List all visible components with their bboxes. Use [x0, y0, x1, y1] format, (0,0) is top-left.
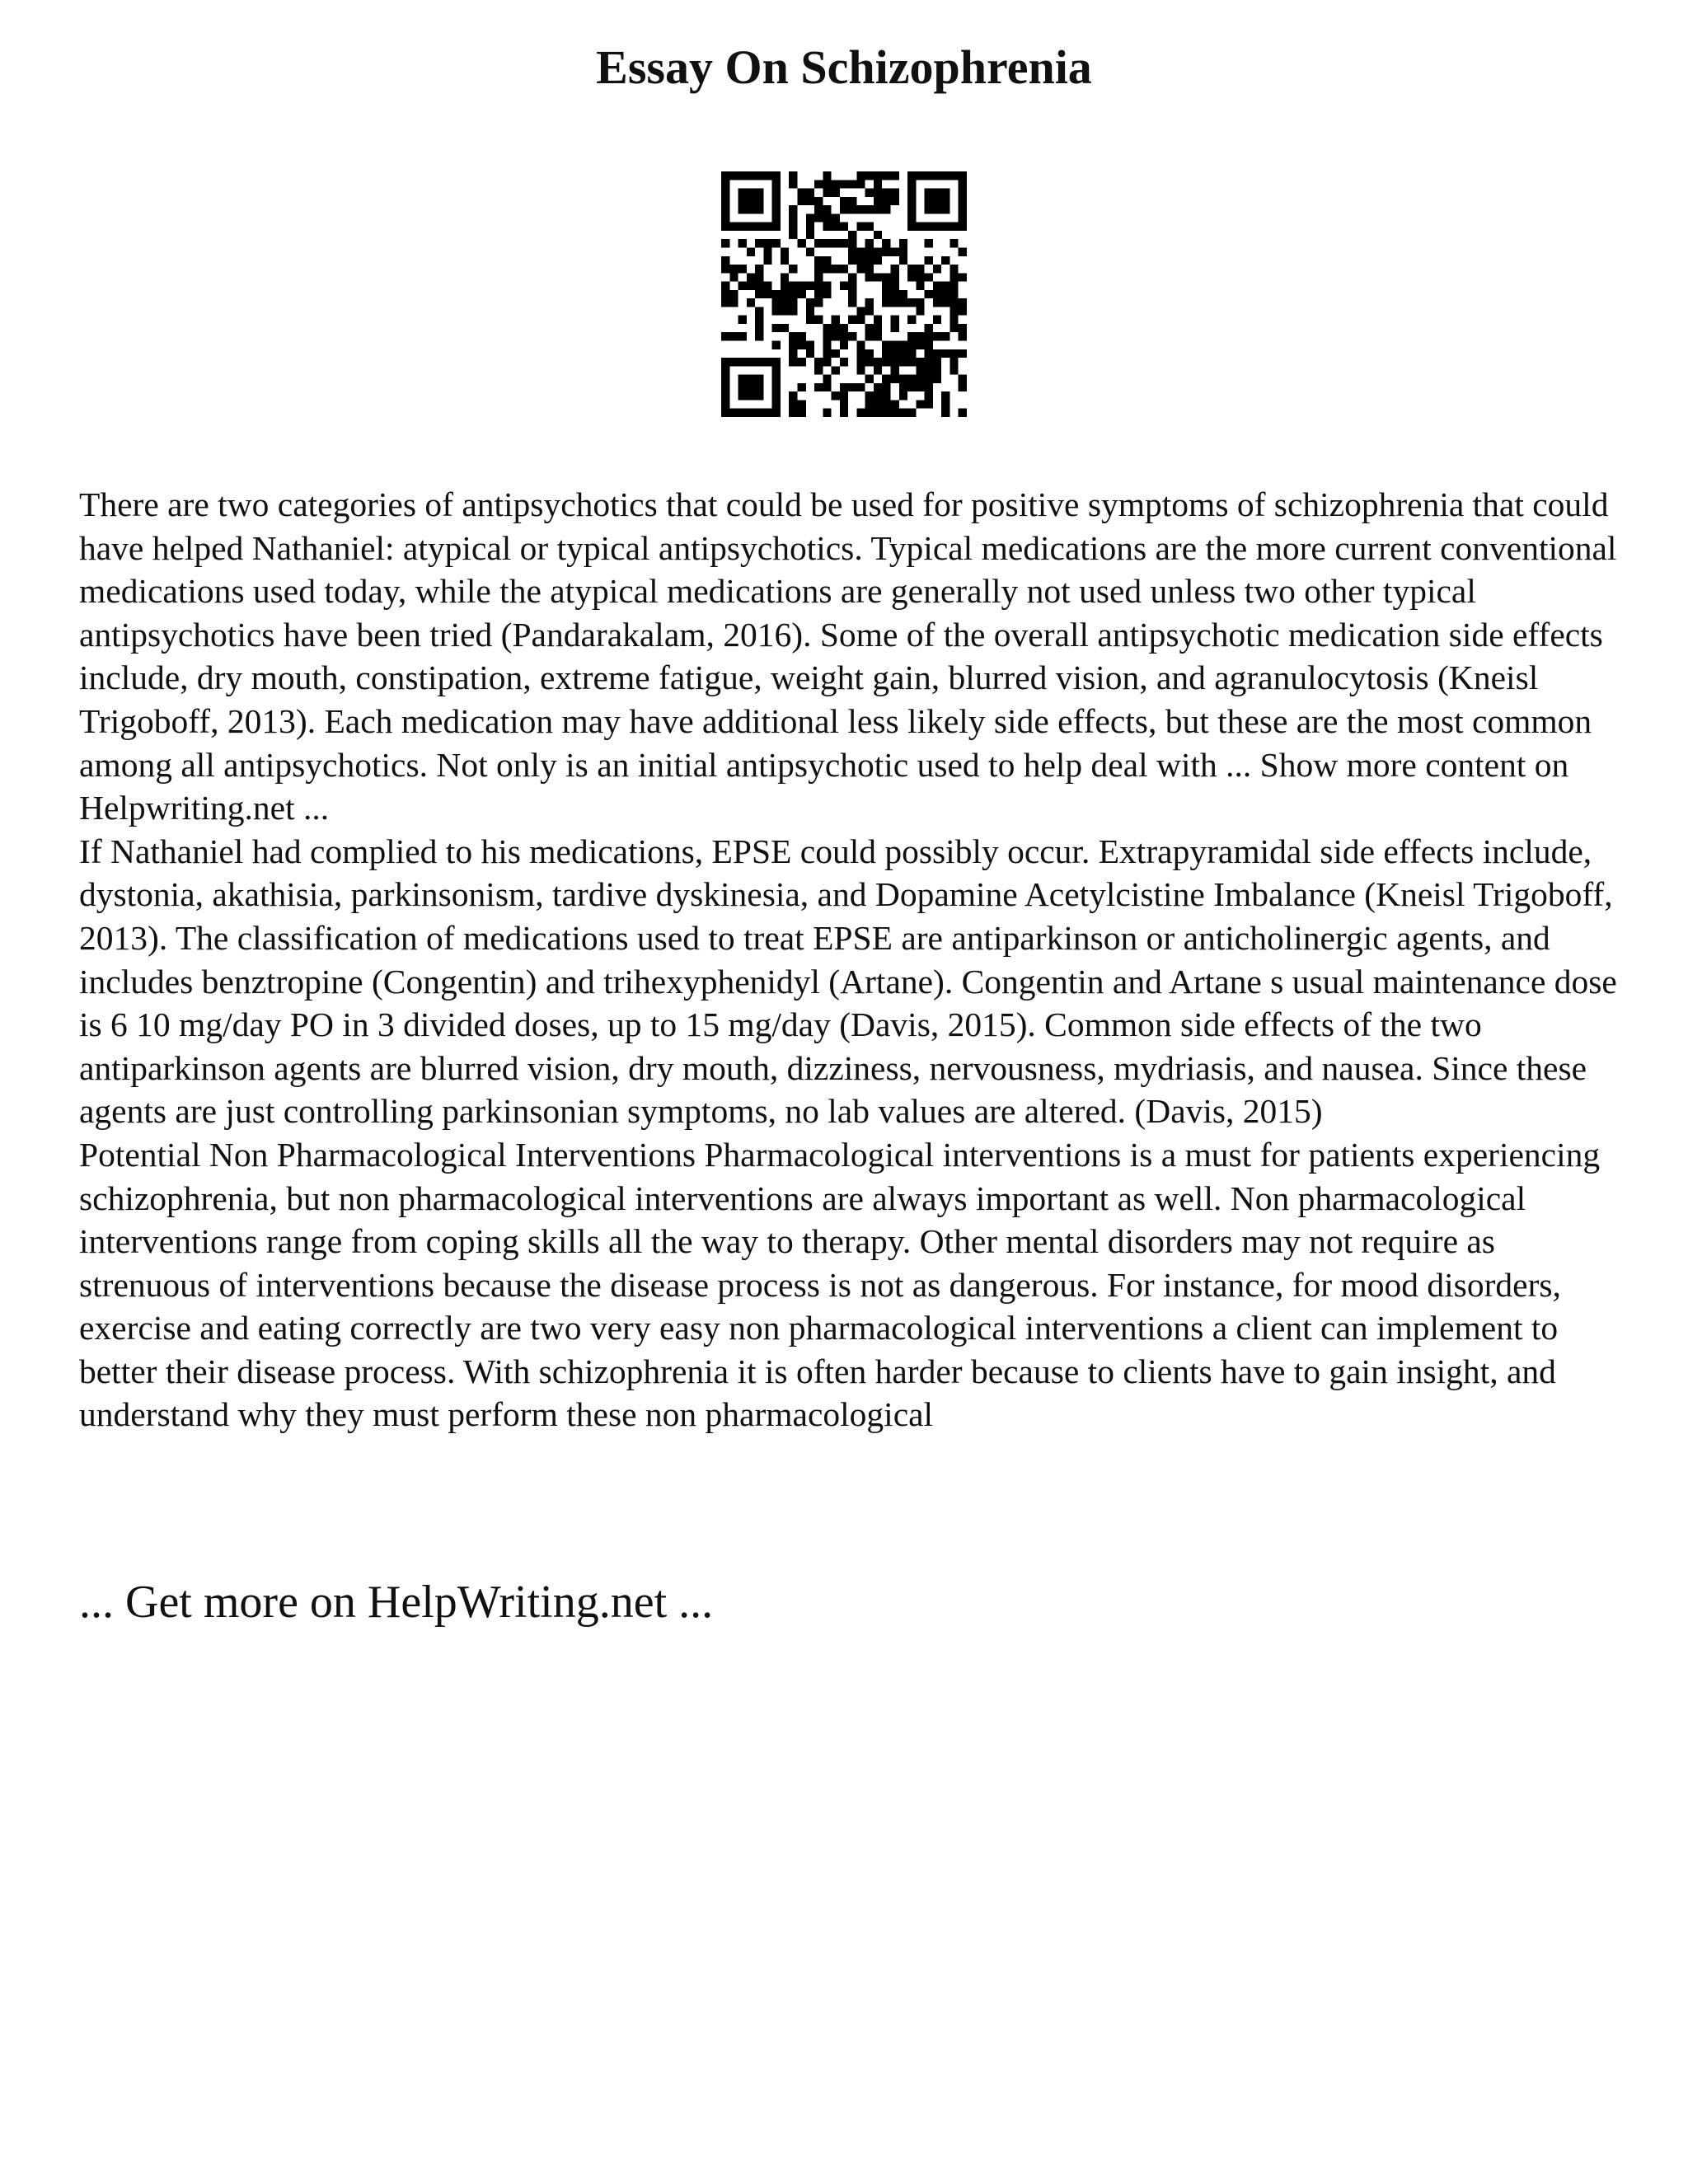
qr-code-icon[interactable]	[721, 171, 967, 417]
get-more-link[interactable]: ... Get more on HelpWriting.net ...	[79, 1577, 714, 1628]
essay-paragraph: If Nathaniel had complied to his medications, EPSE could possibly occur. Extrapyramidal side effects include, dystonia, akathisia, parkinsonism, tardive dyskinesia, and Dopamine Acetylcistine Imbalance (Kneisl Trigoboff, 2013). The classification of medications used to treat EPSE are antiparkinson or anticholinergic agents, and includes benztropine (Congentin) and trihexyphenidyl (Artane). Congentin and Artane s usual maintenance dose is 6 10 mg/day PO in 3 divided doses, up to 15 mg/day (Davis, 2015). Common side effects of the two antiparkinson agents are blurred vision, dry mouth, dizziness, nervousness, mydriasis, and nausea. Since these agents are just controlling parkinsonian symptoms, no lab values are altered. (Davis, 2015)	[79, 832, 1617, 1131]
essay-paragraph: There are two categories of antipsychotics that could be used for positive symptoms of schizophrenia that could have helped Nathaniel: atypical or typical antipsychotics. Typical medications are the more current conventional medications used today, while the atypical medications are generally not used unless two other typical antipsychotics have been tried (Pandarakalam, 2016). Some of the overall antipsychotic medication side effects include, dry mouth, constipation, extreme fatigue, weight gain, blurred vision, and agranulocytosis (Kneisl Trigoboff, 2013). Each medication may have additional less likely side effects, but these are the most common among all antipsychotics. Not only is an initial antipsychotic used to help deal with ... Show more content on Helpwriting.net ...	[79, 485, 1617, 827]
essay-body	[79, 483, 1629, 1436]
essay-paragraph: Potential Non Pharmacological Interventions Pharmacological interventions is a must for patients experiencing schizophrenia, but non pharmacological interventions are always important as well. Non pharmacological interventions range from coping skills all the way to therapy. Other mental disorders may not require as strenuous of interventions because the disease process is not as dangerous. For instance, for mood disorders, exercise and eating correctly are two very easy non pharmacological interventions a client can implement to better their disease process. With schizophrenia it is often harder because to clients have to gain insight, and understand why they must perform these non pharmacological	[79, 1135, 1601, 1434]
page-title: Essay On Schizophrenia	[596, 40, 1092, 94]
